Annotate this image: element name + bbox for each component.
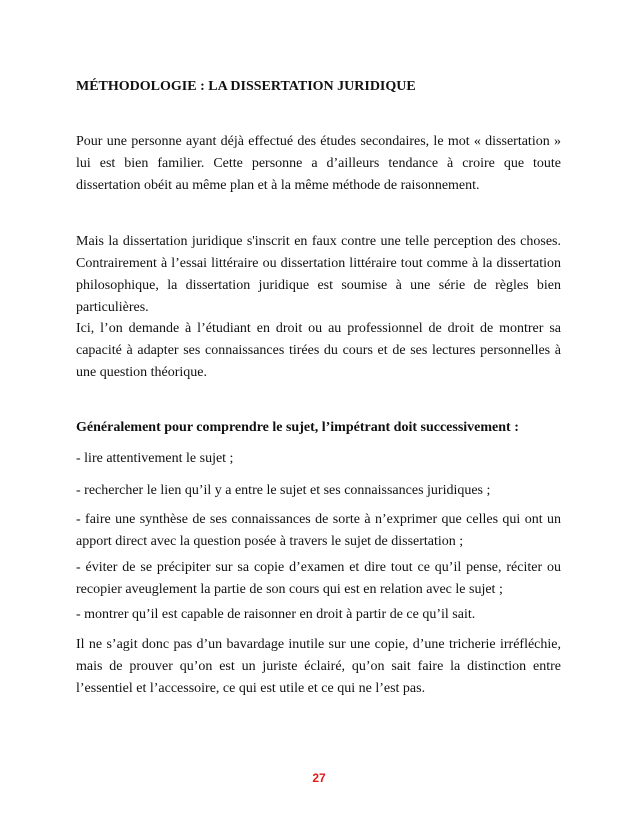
paragraph-intro: Pour une personne ayant déjà effectué des études secondaires, le mot « dissertation » lui est bien familier. Cette personne a d’ailleurs tendance à croire que toute dissertation obéit au même plan et à la même méthode de raisonnement. [76, 134, 561, 193]
list-item: - faire une synthèse de ses connaissances de sorte à n’exprimer que celles qui ont un apport direct avec la question posée à travers le sujet de dissertation ; [76, 512, 561, 549]
paragraph-capacite: Ici, l’on demande à l’étudiant en droit ou au professionnel de droit de montrer sa capacité à adapter ses connaissances tirées du cours et de ses lectures personnelles à une question théorique. [76, 321, 561, 380]
list-item: - éviter de se précipiter sur sa copie d’examen et dire tout ce qu’il pense, réciter ou recopier aveuglement la partie de son cours qui est en relation avec le sujet ; [76, 560, 561, 597]
section-subheading: Généralement pour comprendre le sujet, l’impétrant doit successivement : [76, 420, 519, 435]
closing-paragraph: Il ne s’agit donc pas d’un bavardage inutile sur une copie, d’une tricherie irréfléchie, mais de prouver qu’on est un juriste éclairé, qu’on sait faire la distinction entre l’essentiel et l’accessoire, ce qui est utile et ce qui ne l’est pas. [76, 637, 561, 696]
paragraph-juridique: Mais la dissertation juridique s'inscrit en faux contre une telle perception des choses. Contrairement à l’essai littéraire ou dissertation littéraire tout comme à la dissertation philosophique, la dissertation juridique est soumise à une série de règles bien particulières. [76, 234, 561, 315]
list-item: - montrer qu’il est capable de raisonner en droit à partir de ce qu’il sait. [76, 607, 476, 622]
document-title: MÉTHODOLOGIE : LA DISSERTATION JURIDIQUE [76, 79, 416, 94]
list-item: - lire attentivement le sujet ; [76, 451, 234, 466]
list-item: - rechercher le lien qu’il y a entre le sujet et ses connaissances juridiques ; [76, 483, 491, 498]
page-number: 27 [312, 771, 326, 785]
